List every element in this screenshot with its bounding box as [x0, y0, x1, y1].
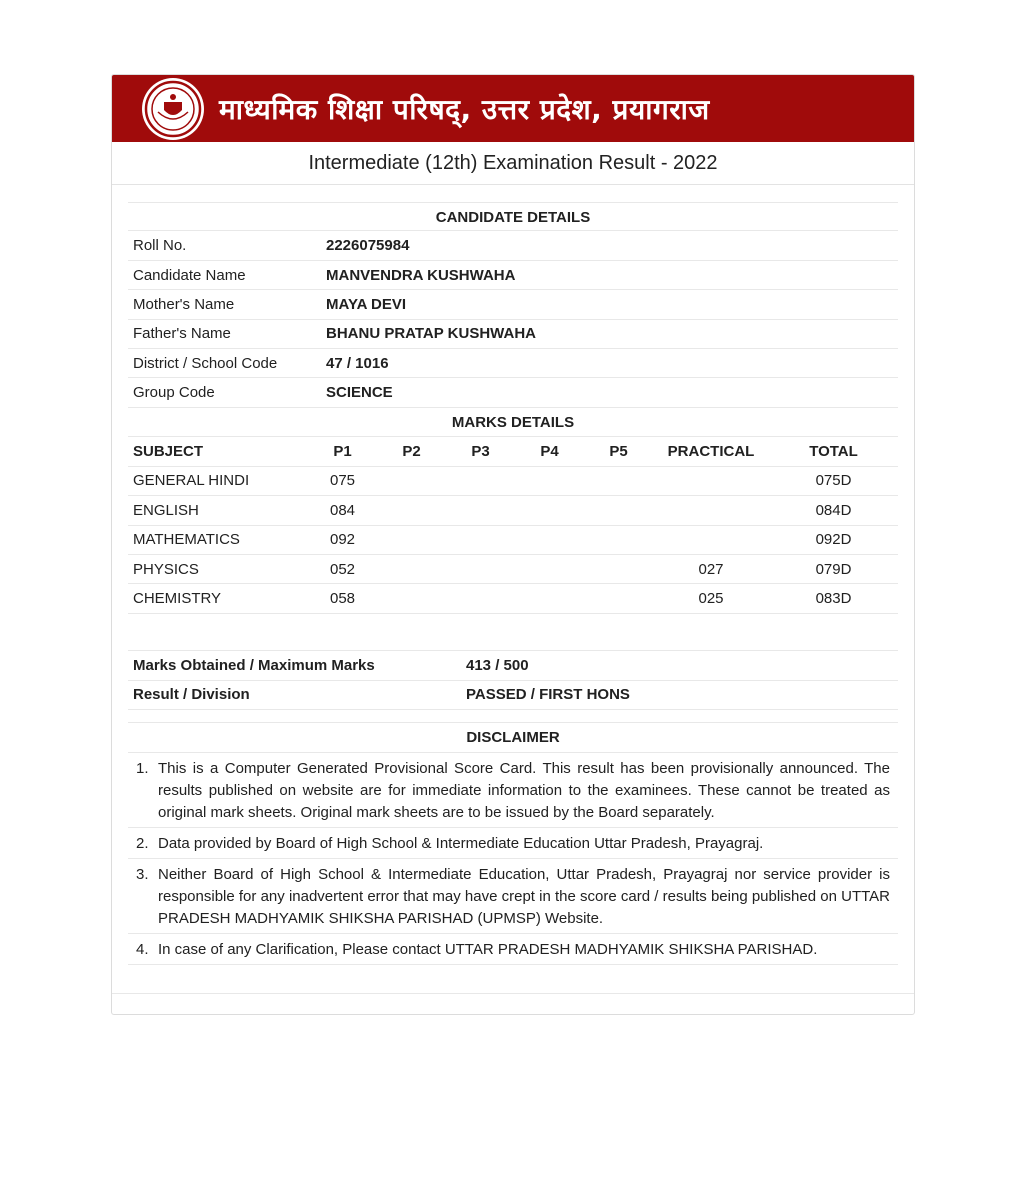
marks-cell [584, 496, 653, 525]
marks-column-header: P5 [584, 437, 653, 466]
marks-table [128, 437, 898, 614]
spacer [128, 614, 898, 651]
marks-cell [377, 584, 446, 613]
disclaimer-item [128, 934, 898, 965]
candidate-field-value: BHANU PRATAP KUSHWAHA [321, 319, 898, 348]
marks-cell: 075 [308, 466, 377, 495]
marks-cell [377, 554, 446, 583]
marks-row [128, 584, 898, 613]
exam-title: Intermediate (12th) Examination Result - 2022 [308, 151, 718, 174]
disclaimer-number: 1. [136, 759, 149, 777]
summary-table [128, 651, 898, 710]
marks-cell [515, 554, 584, 583]
marks-cell: 058 [308, 584, 377, 613]
marks-cell: 025 [653, 584, 769, 613]
card-footer-divider [112, 993, 914, 994]
candidate-row [128, 231, 898, 260]
marks-cell [515, 496, 584, 525]
disclaimer-item [128, 828, 898, 859]
result-division-label: Result / Division [128, 680, 461, 709]
marks-cell [515, 584, 584, 613]
marks-column-header: P3 [446, 437, 515, 466]
result-division-row [128, 680, 898, 709]
marks-column-header: P4 [515, 437, 584, 466]
marks-row [128, 525, 898, 554]
candidate-field-value: 2226075984 [321, 231, 898, 260]
marks-obtained-row [128, 651, 898, 680]
marks-column-header: P2 [377, 437, 446, 466]
disclaimer-text: Neither Board of High School & Intermediate Education, Uttar Pradesh, Prayagraj nor service provider is responsible for any inadvertent error that may have crept in the score card / results being published on UTTAR PRADESH MADHYAMIK SHIKSHA PARISHAD (UPMSP) Website. [158, 865, 890, 927]
marks-cell [377, 466, 446, 495]
marks-cell: 092D [769, 525, 898, 554]
candidate-details-header: CANDIDATE DETAILS [128, 202, 898, 231]
marks-cell [446, 554, 515, 583]
marks-row [128, 496, 898, 525]
candidate-field-value: MANVENDRA KUSHWAHA [321, 260, 898, 289]
marks-cell [653, 466, 769, 495]
candidate-field-value: MAYA DEVI [321, 290, 898, 319]
marks-row [128, 466, 898, 495]
subject-name: MATHEMATICS [128, 525, 308, 554]
marks-cell [515, 525, 584, 554]
disclaimer-list [128, 753, 898, 965]
candidate-row [128, 378, 898, 407]
marks-column-header: PRACTICAL [653, 437, 769, 466]
board-banner [112, 75, 914, 142]
marks-column-header: SUBJECT [128, 437, 308, 466]
candidate-field-label: Father's Name [128, 319, 321, 348]
result-card [111, 74, 915, 1015]
marks-obtained-label: Marks Obtained / Maximum Marks [128, 651, 461, 680]
marks-cell [446, 466, 515, 495]
marks-cell [446, 496, 515, 525]
up-emblem-logo-icon [142, 78, 204, 140]
marks-cell [377, 525, 446, 554]
exam-title-bar [112, 142, 914, 185]
marks-cell: 052 [308, 554, 377, 583]
candidate-field-value: 47 / 1016 [321, 349, 898, 378]
disclaimer-number: 4. [136, 940, 149, 958]
marks-cell: 092 [308, 525, 377, 554]
marks-obtained-value: 413 / 500 [461, 651, 898, 680]
candidate-row [128, 319, 898, 348]
marks-cell: 027 [653, 554, 769, 583]
candidate-field-label: Candidate Name [128, 260, 321, 289]
candidate-field-label: Roll No. [128, 231, 321, 260]
disclaimer-item [128, 859, 898, 934]
marks-cell [584, 466, 653, 495]
marks-cell [584, 584, 653, 613]
marks-cell: 084 [308, 496, 377, 525]
marks-column-header: TOTAL [769, 437, 898, 466]
disclaimer-header: DISCLAIMER [128, 723, 898, 753]
disclaimer-item [128, 753, 898, 828]
marks-details-header: MARKS DETAILS [128, 408, 898, 437]
marks-cell [446, 525, 515, 554]
marks-cell [446, 584, 515, 613]
disclaimer-number: 3. [136, 865, 149, 883]
subject-name: CHEMISTRY [128, 584, 308, 613]
subject-name: ENGLISH [128, 496, 308, 525]
marks-row [128, 554, 898, 583]
marks-cell: 075D [769, 466, 898, 495]
disclaimer-text: This is a Computer Generated Provisional Score Card. This result has been provisionally announced. The results published on website are for immediate information to the examinees. These cannot be treated as original mark sheets. Original mark sheets are to be issued by the Board separately. [158, 759, 890, 821]
marks-cell [377, 496, 446, 525]
marks-cell: 079D [769, 554, 898, 583]
candidate-row [128, 349, 898, 378]
candidate-field-label: District / School Code [128, 349, 321, 378]
disclaimer-text: In case of any Clarification, Please contact UTTAR PRADESH MADHYAMIK SHIKSHA PARISHAD. [158, 940, 818, 958]
subject-name: GENERAL HINDI [128, 466, 308, 495]
marks-cell [653, 525, 769, 554]
candidate-row [128, 260, 898, 289]
subject-name: PHYSICS [128, 554, 308, 583]
candidate-details-table [128, 231, 898, 408]
candidate-field-value: SCIENCE [321, 378, 898, 407]
marks-column-header: P1 [308, 437, 377, 466]
candidate-field-label: Mother's Name [128, 290, 321, 319]
candidate-field-label: Group Code [128, 378, 321, 407]
disclaimer-number: 2. [136, 834, 149, 852]
candidate-row [128, 290, 898, 319]
marks-cell: 084D [769, 496, 898, 525]
result-content [112, 185, 914, 965]
marks-cell [653, 496, 769, 525]
marks-cell [584, 554, 653, 583]
result-division-value: PASSED / FIRST HONS [461, 680, 898, 709]
marks-cell [584, 525, 653, 554]
board-title: माध्यमिक शिक्षा परिषद्, उत्तर प्रदेश, प्रयागराज [219, 92, 710, 126]
marks-cell [515, 466, 584, 495]
spacer [128, 710, 898, 723]
marks-cell: 083D [769, 584, 898, 613]
disclaimer-text: Data provided by Board of High School & Intermediate Education Uttar Pradesh, Prayagraj. [158, 834, 764, 852]
